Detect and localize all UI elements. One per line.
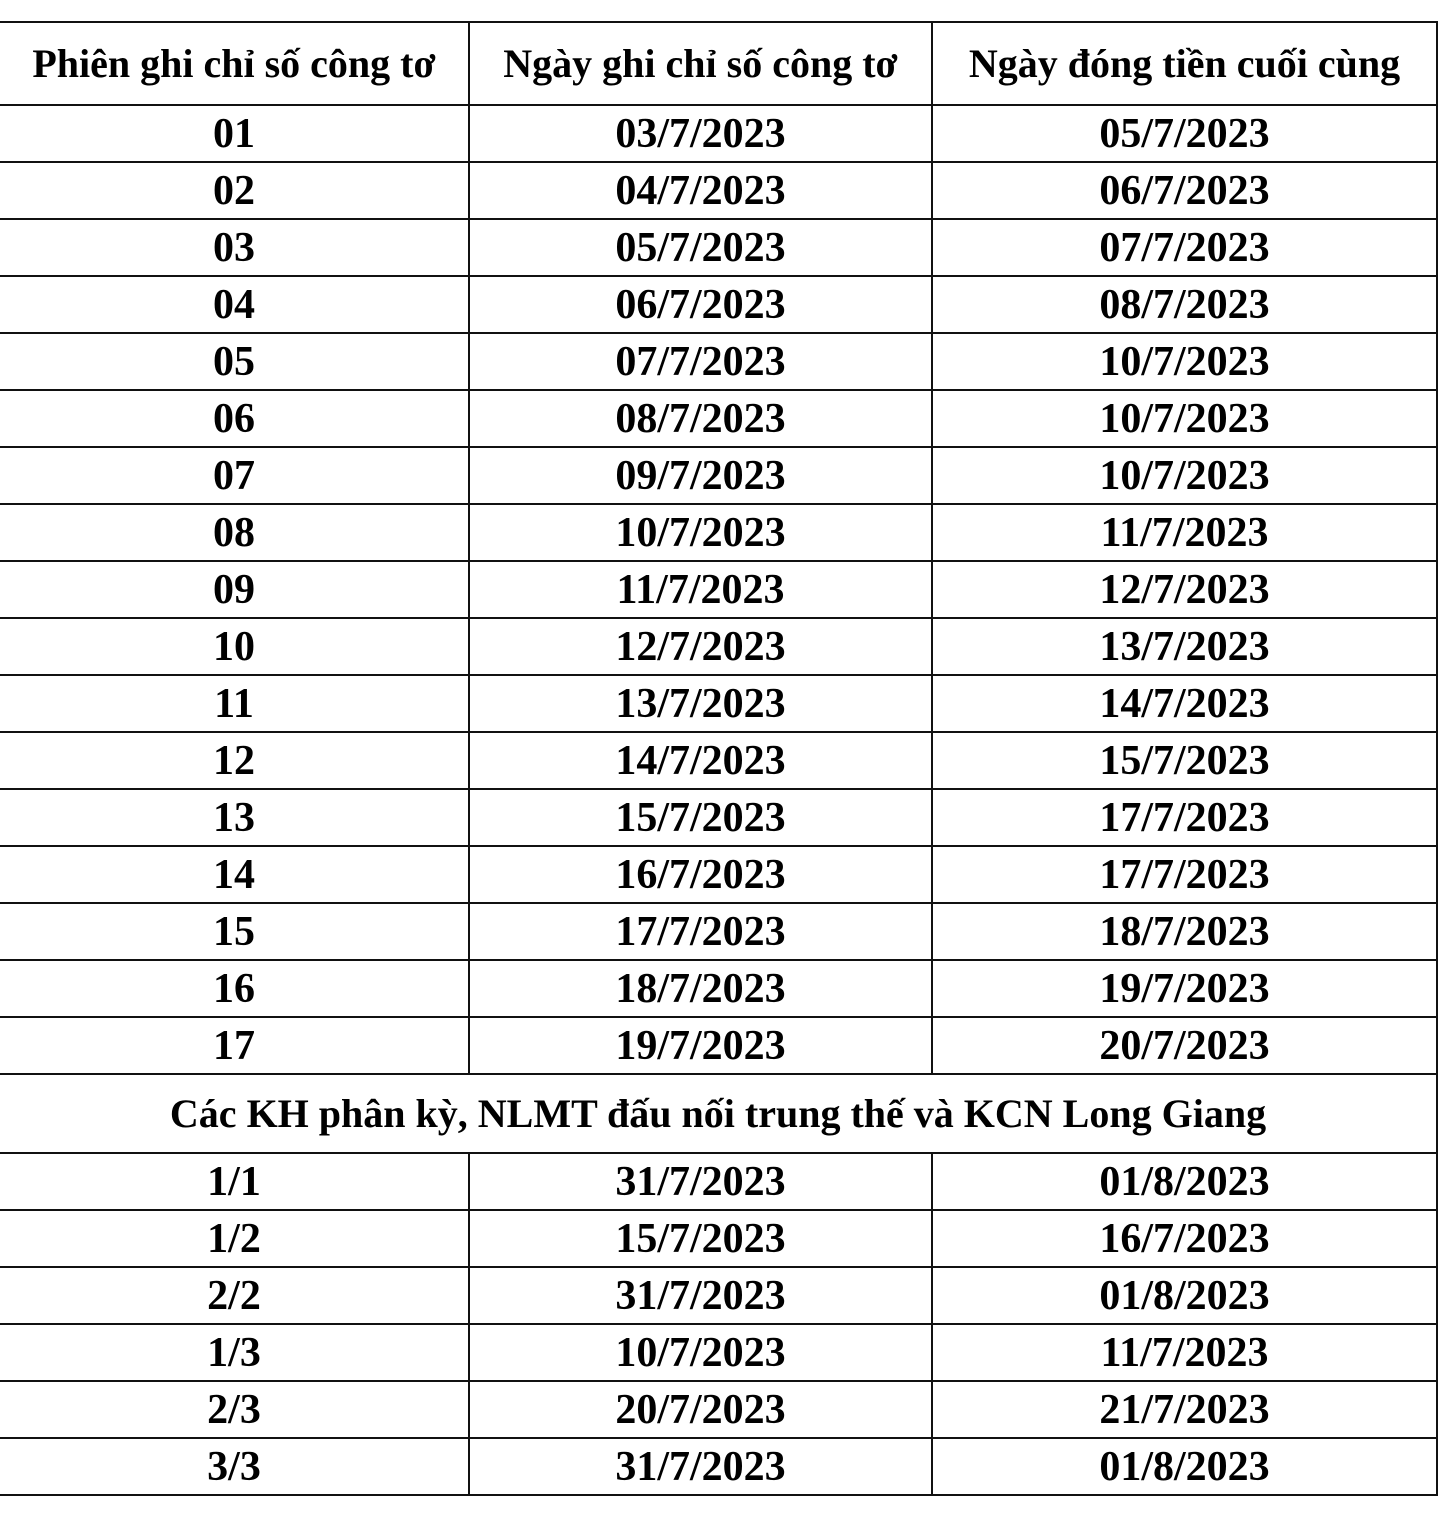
cell-reading-date: 08/7/2023	[469, 390, 932, 447]
cell-reading-date: 12/7/2023	[469, 618, 932, 675]
cell-session: 16	[0, 960, 469, 1017]
cell-reading-date: 07/7/2023	[469, 333, 932, 390]
cell-session: 05	[0, 333, 469, 390]
cell-payment-deadline: 12/7/2023	[932, 561, 1437, 618]
cell-payment-deadline: 16/7/2023	[932, 1210, 1437, 1267]
table-row	[0, 333, 1437, 390]
table-row	[0, 390, 1437, 447]
group-section	[0, 1074, 1437, 1153]
cell-payment-deadline: 10/7/2023	[932, 333, 1437, 390]
cell-reading-date: 31/7/2023	[469, 1153, 932, 1210]
cell-session: 08	[0, 504, 469, 561]
table-row	[0, 561, 1437, 618]
cell-session: 1/3	[0, 1324, 469, 1381]
cell-reading-date: 19/7/2023	[469, 1017, 932, 1074]
table-row	[0, 162, 1437, 219]
cell-reading-date: 04/7/2023	[469, 162, 932, 219]
table-row	[0, 675, 1437, 732]
header-reading-date: Ngày ghi chỉ số công tơ	[469, 22, 932, 105]
table-row	[0, 276, 1437, 333]
cell-session: 03	[0, 219, 469, 276]
cell-payment-deadline: 21/7/2023	[932, 1381, 1437, 1438]
cell-reading-date: 09/7/2023	[469, 447, 932, 504]
cell-payment-deadline: 05/7/2023	[932, 105, 1437, 162]
group-rows	[0, 1153, 1437, 1495]
cell-payment-deadline: 08/7/2023	[932, 276, 1437, 333]
table-header-row	[0, 22, 1437, 105]
cell-reading-date: 18/7/2023	[469, 960, 932, 1017]
cell-session: 12	[0, 732, 469, 789]
cell-session: 01	[0, 105, 469, 162]
main-rows	[0, 105, 1437, 1074]
header-payment-deadline: Ngày đóng tiền cuối cùng	[932, 22, 1437, 105]
cell-reading-date: 20/7/2023	[469, 1381, 932, 1438]
cell-session: 14	[0, 846, 469, 903]
table-row	[0, 1267, 1437, 1324]
cell-session: 1/2	[0, 1210, 469, 1267]
cell-payment-deadline: 10/7/2023	[932, 447, 1437, 504]
table-row	[0, 960, 1437, 1017]
cell-payment-deadline: 15/7/2023	[932, 732, 1437, 789]
table-row	[0, 1381, 1437, 1438]
cell-reading-date: 16/7/2023	[469, 846, 932, 903]
cell-payment-deadline: 20/7/2023	[932, 1017, 1437, 1074]
cell-session: 07	[0, 447, 469, 504]
cell-reading-date: 10/7/2023	[469, 1324, 932, 1381]
table-row	[0, 219, 1437, 276]
cell-payment-deadline: 11/7/2023	[932, 1324, 1437, 1381]
cell-reading-date: 14/7/2023	[469, 732, 932, 789]
cell-reading-date: 03/7/2023	[469, 105, 932, 162]
cell-reading-date: 15/7/2023	[469, 789, 932, 846]
cell-reading-date: 13/7/2023	[469, 675, 932, 732]
cell-payment-deadline: 11/7/2023	[932, 504, 1437, 561]
cell-reading-date: 05/7/2023	[469, 219, 932, 276]
cell-session: 02	[0, 162, 469, 219]
cell-payment-deadline: 17/7/2023	[932, 846, 1437, 903]
cell-payment-deadline: 17/7/2023	[932, 789, 1437, 846]
cell-payment-deadline: 19/7/2023	[932, 960, 1437, 1017]
table-row	[0, 789, 1437, 846]
cell-session: 2/2	[0, 1267, 469, 1324]
table-row	[0, 732, 1437, 789]
cell-session: 04	[0, 276, 469, 333]
cell-payment-deadline: 10/7/2023	[932, 390, 1437, 447]
cell-reading-date: 06/7/2023	[469, 276, 932, 333]
group-title: Các KH phân kỳ, NLMT đấu nối trung thế và KCN Long Giang	[0, 1074, 1437, 1153]
cell-session: 13	[0, 789, 469, 846]
table-row	[0, 504, 1437, 561]
cell-payment-deadline: 18/7/2023	[932, 903, 1437, 960]
cell-reading-date: 31/7/2023	[469, 1438, 932, 1495]
table-row	[0, 1153, 1437, 1210]
cell-session: 15	[0, 903, 469, 960]
cell-reading-date: 17/7/2023	[469, 903, 932, 960]
cell-session: 09	[0, 561, 469, 618]
cell-payment-deadline: 01/8/2023	[932, 1438, 1437, 1495]
cell-session: 3/3	[0, 1438, 469, 1495]
cell-session: 2/3	[0, 1381, 469, 1438]
table-row	[0, 618, 1437, 675]
cell-reading-date: 10/7/2023	[469, 504, 932, 561]
table-row	[0, 105, 1437, 162]
cell-session: 1/1	[0, 1153, 469, 1210]
table-row	[0, 1438, 1437, 1495]
cell-reading-date: 11/7/2023	[469, 561, 932, 618]
cell-session: 06	[0, 390, 469, 447]
cell-payment-deadline: 06/7/2023	[932, 162, 1437, 219]
cell-payment-deadline: 07/7/2023	[932, 219, 1437, 276]
cell-payment-deadline: 14/7/2023	[932, 675, 1437, 732]
table-row	[0, 1017, 1437, 1074]
cell-reading-date: 15/7/2023	[469, 1210, 932, 1267]
cell-session: 17	[0, 1017, 469, 1074]
table-row	[0, 1210, 1437, 1267]
header-session: Phiên ghi chỉ số công tơ	[0, 22, 469, 105]
group-title-row	[0, 1074, 1437, 1153]
table-row	[0, 447, 1437, 504]
table-row	[0, 1324, 1437, 1381]
cell-payment-deadline: 01/8/2023	[932, 1267, 1437, 1324]
cell-payment-deadline: 01/8/2023	[932, 1153, 1437, 1210]
meter-reading-schedule-table	[0, 21, 1438, 1496]
cell-session: 11	[0, 675, 469, 732]
cell-session: 10	[0, 618, 469, 675]
table-row	[0, 903, 1437, 960]
table-row	[0, 846, 1437, 903]
cell-reading-date: 31/7/2023	[469, 1267, 932, 1324]
cell-payment-deadline: 13/7/2023	[932, 618, 1437, 675]
